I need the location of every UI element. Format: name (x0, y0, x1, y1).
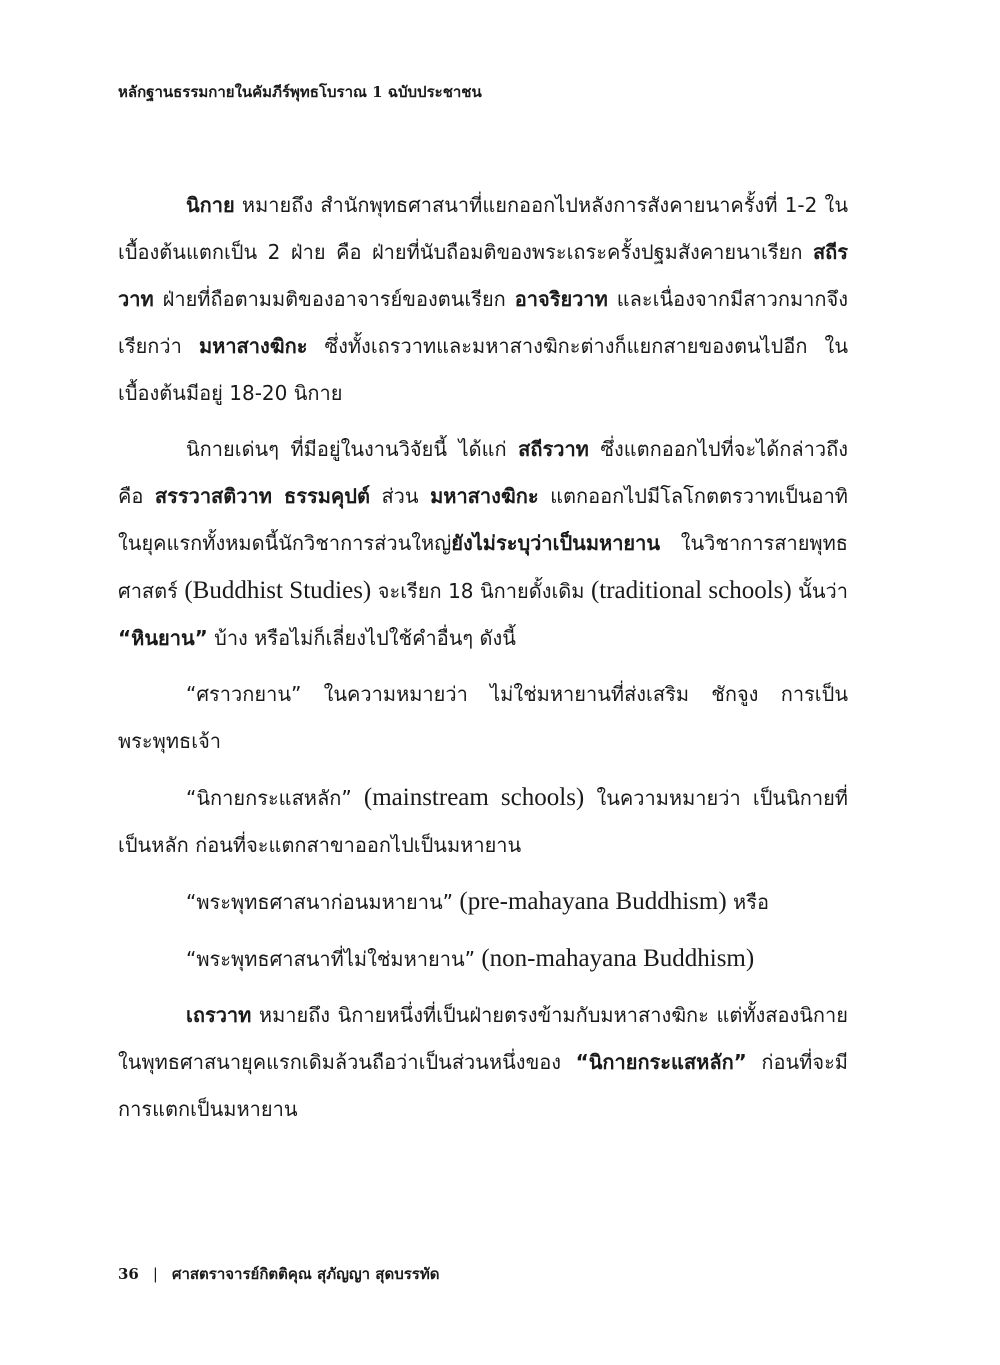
english-term: (traditional schools) (590, 577, 792, 604)
paragraph-mainstream (118, 774, 848, 869)
text-span: หรือ (726, 890, 769, 914)
bold-term: สถีรวาท (518, 437, 589, 461)
english-term: (pre-mahayana Buddhism) (459, 888, 727, 915)
text-span: “พระพุทธศาสนาก่อนมหายาน” (186, 890, 460, 914)
text-span: “ศราวกยาน” ในความหมายว่า ไม่ใช่มหายานที่ส่งเสริม ชักจูง การเป็นพระพุทธเจ้า (118, 682, 848, 753)
bold-term: “นิกายกระแสหลัก” (575, 1050, 747, 1074)
text-span: ก่อนที่จะมีการแตกเป็นมหายาน (118, 1050, 848, 1121)
bold-term: สรรวาสติวาท ธรรมคุปต์ (154, 484, 370, 508)
text-span: ฝ่ายที่ถือตามมติของอาจารย์ของตนเรียก (153, 287, 515, 311)
term-nikaya: นิกาย (186, 193, 235, 217)
text-span: ซึ่งแตกออกไปที่จะได้กล่าวถึงคือ (118, 437, 848, 508)
term-theravada: เถรวาท (186, 1003, 252, 1027)
running-header: หลักฐานธรรมกายในคัมภีร์พุทธโบราณ 1 ฉบับประชาชน (118, 83, 482, 101)
footer-separator: | (152, 1265, 158, 1283)
bold-term: สถีรวาท (118, 240, 848, 311)
paragraph-pre-mahayana (118, 878, 848, 926)
english-term: (non-mahayana Buddhism) (481, 945, 755, 972)
text-span: ในวิชาการสายพุทธศาสตร์ (118, 531, 848, 603)
page-number: 36 (118, 1265, 139, 1283)
bold-term: ยังไม่ระบุว่าเป็นมหายาน (451, 531, 661, 555)
bold-term: มหาสางฆิกะ (198, 334, 308, 358)
text-span: หมายถึง สำนักพุทธศาสนาที่แยกออกไปหลังการสังคายนาครั้งที่ 1-2 ในเบื้องต้นแตกเป็น 2 ฝ่าย คือ ฝ่ายที่นับถือมติของพระเถระครั้งปฐมสังคายนาเรียก (118, 193, 848, 264)
text-span: ในความหมายว่า เป็นนิกายที่เป็นหลัก ก่อนที่จะแตกสาขาออกไปเป็นมหายาน (118, 786, 848, 857)
bold-term: “หินยาน” (118, 626, 208, 650)
body-text (118, 182, 848, 1142)
paragraph-notable-schools (118, 426, 848, 662)
text-span: นิกายเด่นๆ ที่มีอยู่ในงานวิจัยนี้ ได้แก่ (186, 437, 519, 461)
paragraph-theravada-definition (118, 992, 848, 1133)
text-span: ซึ่งทั้งเถรวาทและมหาสางฆิกะต่างก็แยกสายของตนไปอีก ในเบื้องต้นมีอยู่ 18-20 นิกาย (118, 334, 848, 405)
english-term: (Buddhist Studies) (184, 577, 372, 604)
text-span: บ้าง หรือไม่ก็เลี่ยงไปใช้คำอื่นๆ ดังนี้ (207, 626, 516, 650)
text-span: “พระพุทธศาสนาที่ไม่ใช่มหายาน” (186, 947, 482, 971)
text-span: จะเรียก 18 นิกายดั้งเดิม (371, 579, 591, 603)
english-term: (mainstream schools) (363, 784, 585, 811)
bold-term: อาจริยวาท (514, 287, 608, 311)
paragraph-non-mahayana (118, 935, 848, 983)
text-span: ส่วน (369, 484, 431, 508)
paragraph-sravakayana (118, 671, 848, 765)
page-footer (118, 1262, 439, 1286)
paragraph-nikaya-definition (118, 182, 848, 417)
text-span: หมายถึง นิกายหนึ่งที่เป็นฝ่ายตรงข้ามกับมหาสางฆิกะ แต่ทั้งสองนิกายในพุทธศาสนายุคแรกเดิมล้วนถือว่าเป็นส่วนหนึ่งของ (118, 1003, 848, 1074)
text-span: และเนื่องจากมีสาวกมากจึงเรียกว่า (118, 287, 848, 358)
footer-author: ศาสตราจารย์กิตติคุณ สุภัญญา สุดบรรทัด (171, 1265, 440, 1283)
text-span: “นิกายกระแสหลัก” (186, 786, 364, 810)
text-span: นั้นว่า (791, 579, 848, 603)
bold-term: มหาสางฆิกะ (430, 484, 539, 508)
text-span: แตกออกไปมีโลโกตตรวาทเป็นอาทิ ในยุคแรกทั้งหมดนี้นักวิชาการส่วนใหญ่ (118, 484, 848, 555)
